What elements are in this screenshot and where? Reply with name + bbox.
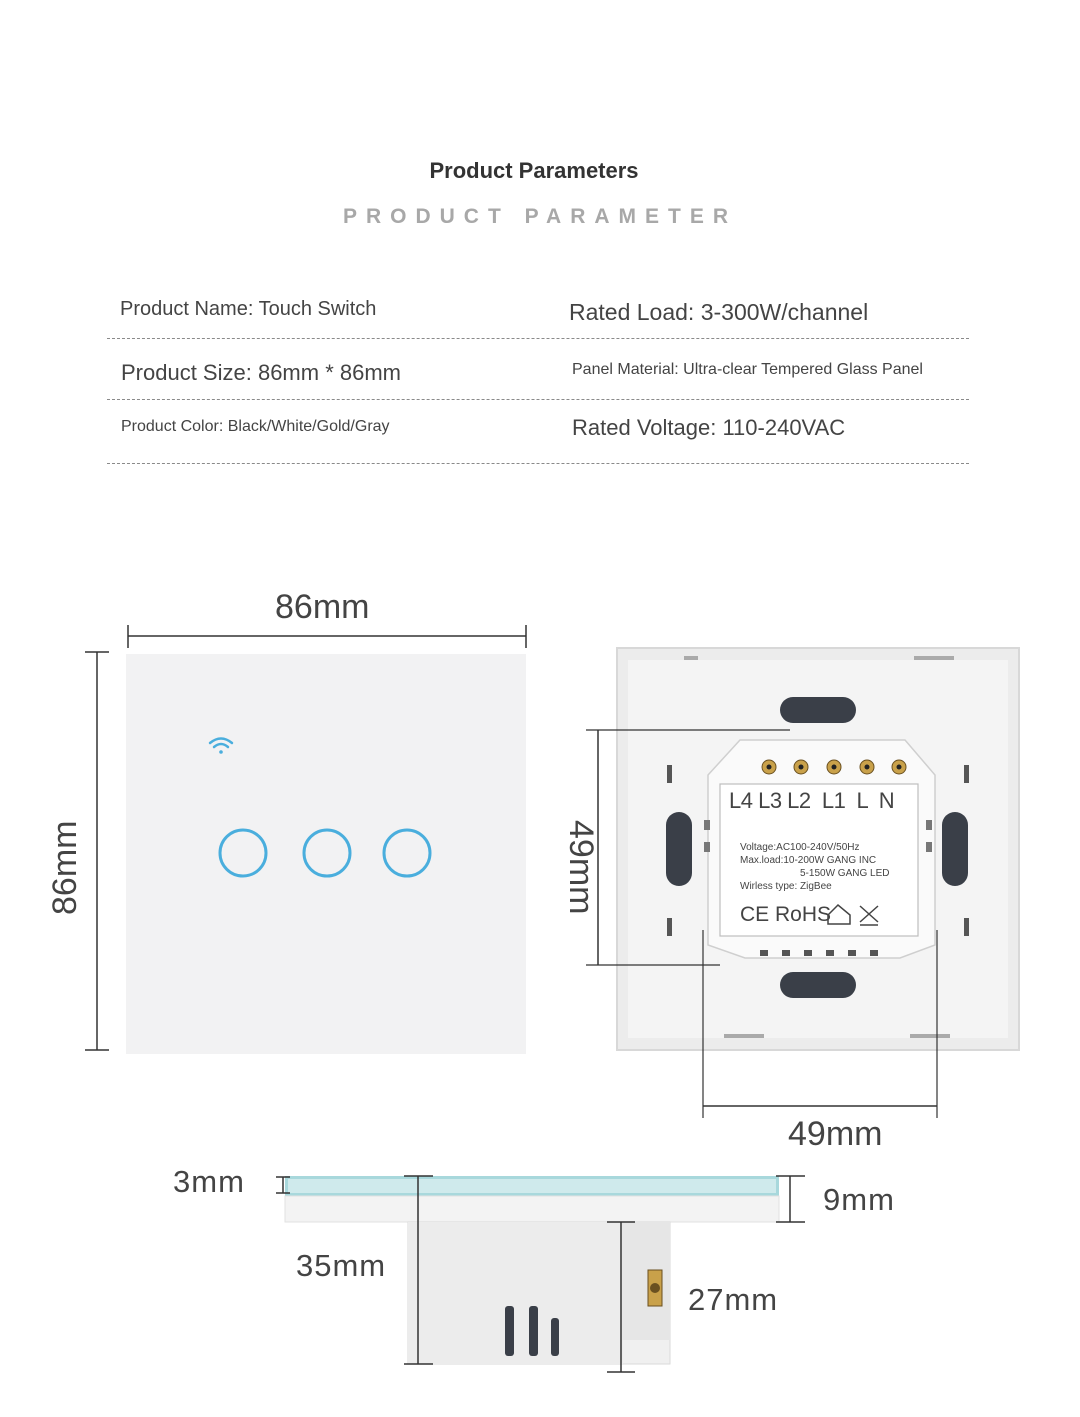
front-panel-drawing xyxy=(85,625,526,1054)
front-panel xyxy=(126,654,526,1054)
param-product-name: Product Name: Touch Switch xyxy=(120,298,377,320)
page-subtitle: PRODUCT PARAMETER xyxy=(342,205,738,228)
param-panel-material: Panel Material: Ultra-clear Tempered Glass Panel xyxy=(572,361,923,378)
param-product-color: Product Color: Black/White/Gold/Gray xyxy=(121,418,390,435)
dim-front-thickness: 9mm xyxy=(823,1182,895,1217)
module-wireless-text: Wirless type: ZigBee xyxy=(740,881,832,892)
module-maxload-text: Max.load:10-200W GANG INC xyxy=(740,855,877,866)
module-led-text: 5-150W GANG LED xyxy=(800,868,890,879)
param-rated-voltage: Rated Voltage: 110-240VAC xyxy=(572,415,846,440)
module-cert-marks: CE RoHS xyxy=(740,903,832,926)
dim-back-height: 49mm xyxy=(562,820,600,915)
module-voltage-text: Voltage:AC100-240V/50Hz xyxy=(740,842,860,853)
dim-back-width: 49mm xyxy=(788,1115,883,1153)
dim-front-height: 86mm xyxy=(46,820,84,915)
module-terminal-labels: L4 L3 L2 L1 L N xyxy=(729,788,895,813)
param-product-size: Product Size: 86mm * 86mm xyxy=(121,360,401,385)
dim-box-depth: 27mm xyxy=(688,1282,779,1317)
param-rated-load: Rated Load: 3-300W/channel xyxy=(569,299,869,325)
dim-total-depth: 35mm xyxy=(296,1248,387,1283)
page-title: Product Parameters xyxy=(429,158,639,183)
dim-front-width: 86mm xyxy=(275,588,370,626)
dim-glass-thickness: 3mm xyxy=(173,1164,245,1199)
